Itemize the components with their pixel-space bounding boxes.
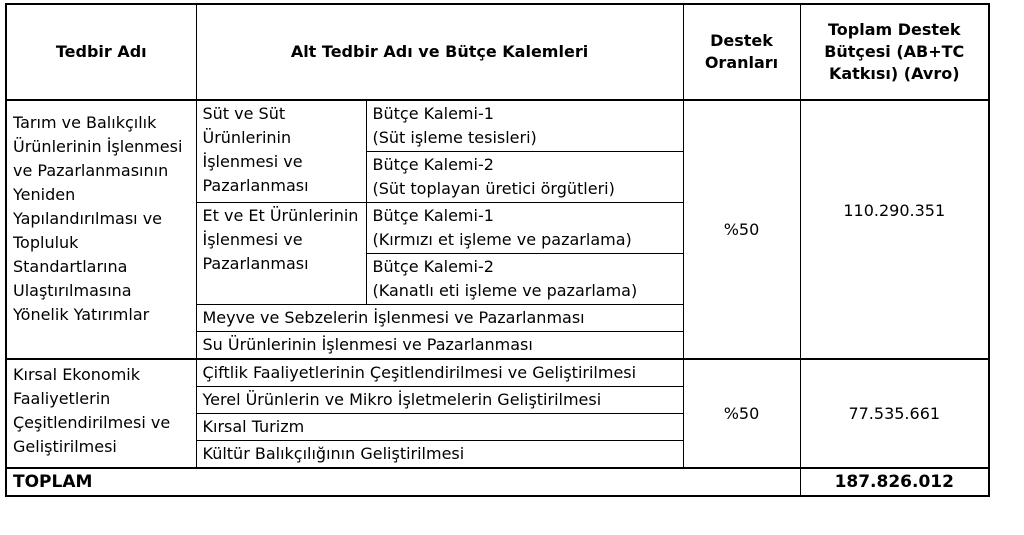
budget-item-desc: (Kanatlı eti işleme ve pazarlama) [372,281,638,300]
measure2-rate: %50 [683,359,800,468]
measure1-sub1-item1 [366,100,683,152]
measure1-row-1 [6,100,989,152]
measure1-sub1-name: Süt ve Süt Ürünlerinin İşlenmesi ve Pazarlanması [196,100,366,203]
measure1-sub4: Su Ürünlerinin İşlenmesi ve Pazarlanması [196,332,683,360]
measure2-sub4: Kültür Balıkçılığının Geliştirilmesi [196,441,683,469]
measure1-sub1-item2 [366,152,683,203]
measure1-sub2-item2 [366,254,683,305]
header-tedbir-adi: Tedbir Adı [6,4,196,100]
measure2-sub1: Çiftlik Faaliyetlerinin Çeşitlendirilmesi ve Geliştirilmesi [196,359,683,387]
budget-item-desc: (Süt işleme tesisleri) [372,128,537,147]
measure2-row-1 [6,359,989,387]
measure1-sub3: Meyve ve Sebzelerin İşlenmesi ve Pazarlanması [196,305,683,332]
measure1-name: Tarım ve Balıkçılık Ürünlerinin İşlenmesi ve Pazarlanmasının Yeniden Yapılandırılması ve Topluluk Standartlarına Ulaştırılmasına Yönelik Yatırımlar [6,100,196,359]
measure1-rate: %50 [683,100,800,359]
budget-item-desc: (Kırmızı et işleme ve pazarlama) [372,230,632,249]
measure2-name: Kırsal Ekonomik Faaliyetlerin Çeşitlendirilmesi ve Geliştirilmesi [6,359,196,468]
measure1-sub2-item1 [366,203,683,254]
measure1-sub2-name: Et ve Et Ürünlerinin İşlenmesi ve Pazarlanması [196,203,366,305]
header-toplam-destek: Toplam Destek Bütçesi (AB+TC Katkısı) (Avro) [800,4,989,100]
measure2-sub2: Yerel Ürünlerin ve Mikro İşletmelerin Geliştirilmesi [196,387,683,414]
header-destek-oranlari: Destek Oranları [683,4,800,100]
measure1-budget: 110.290.351 [800,100,989,359]
budget-table [5,3,990,497]
header-row [6,4,989,100]
budget-item-title: Bütçe Kalemi-1 [372,206,494,225]
total-label: TOPLAM [6,468,800,496]
budget-item-title: Bütçe Kalemi-1 [372,104,494,123]
total-row [6,468,989,496]
total-value: 187.826.012 [800,468,989,496]
budget-item-desc: (Süt toplayan üretici örgütleri) [372,179,615,198]
header-alt-tedbir: Alt Tedbir Adı ve Bütçe Kalemleri [196,4,683,100]
budget-item-title: Bütçe Kalemi-2 [372,257,494,276]
budget-item-title: Bütçe Kalemi-2 [372,155,494,174]
measure2-budget: 77.535.661 [800,359,989,468]
measure2-sub3: Kırsal Turizm [196,414,683,441]
